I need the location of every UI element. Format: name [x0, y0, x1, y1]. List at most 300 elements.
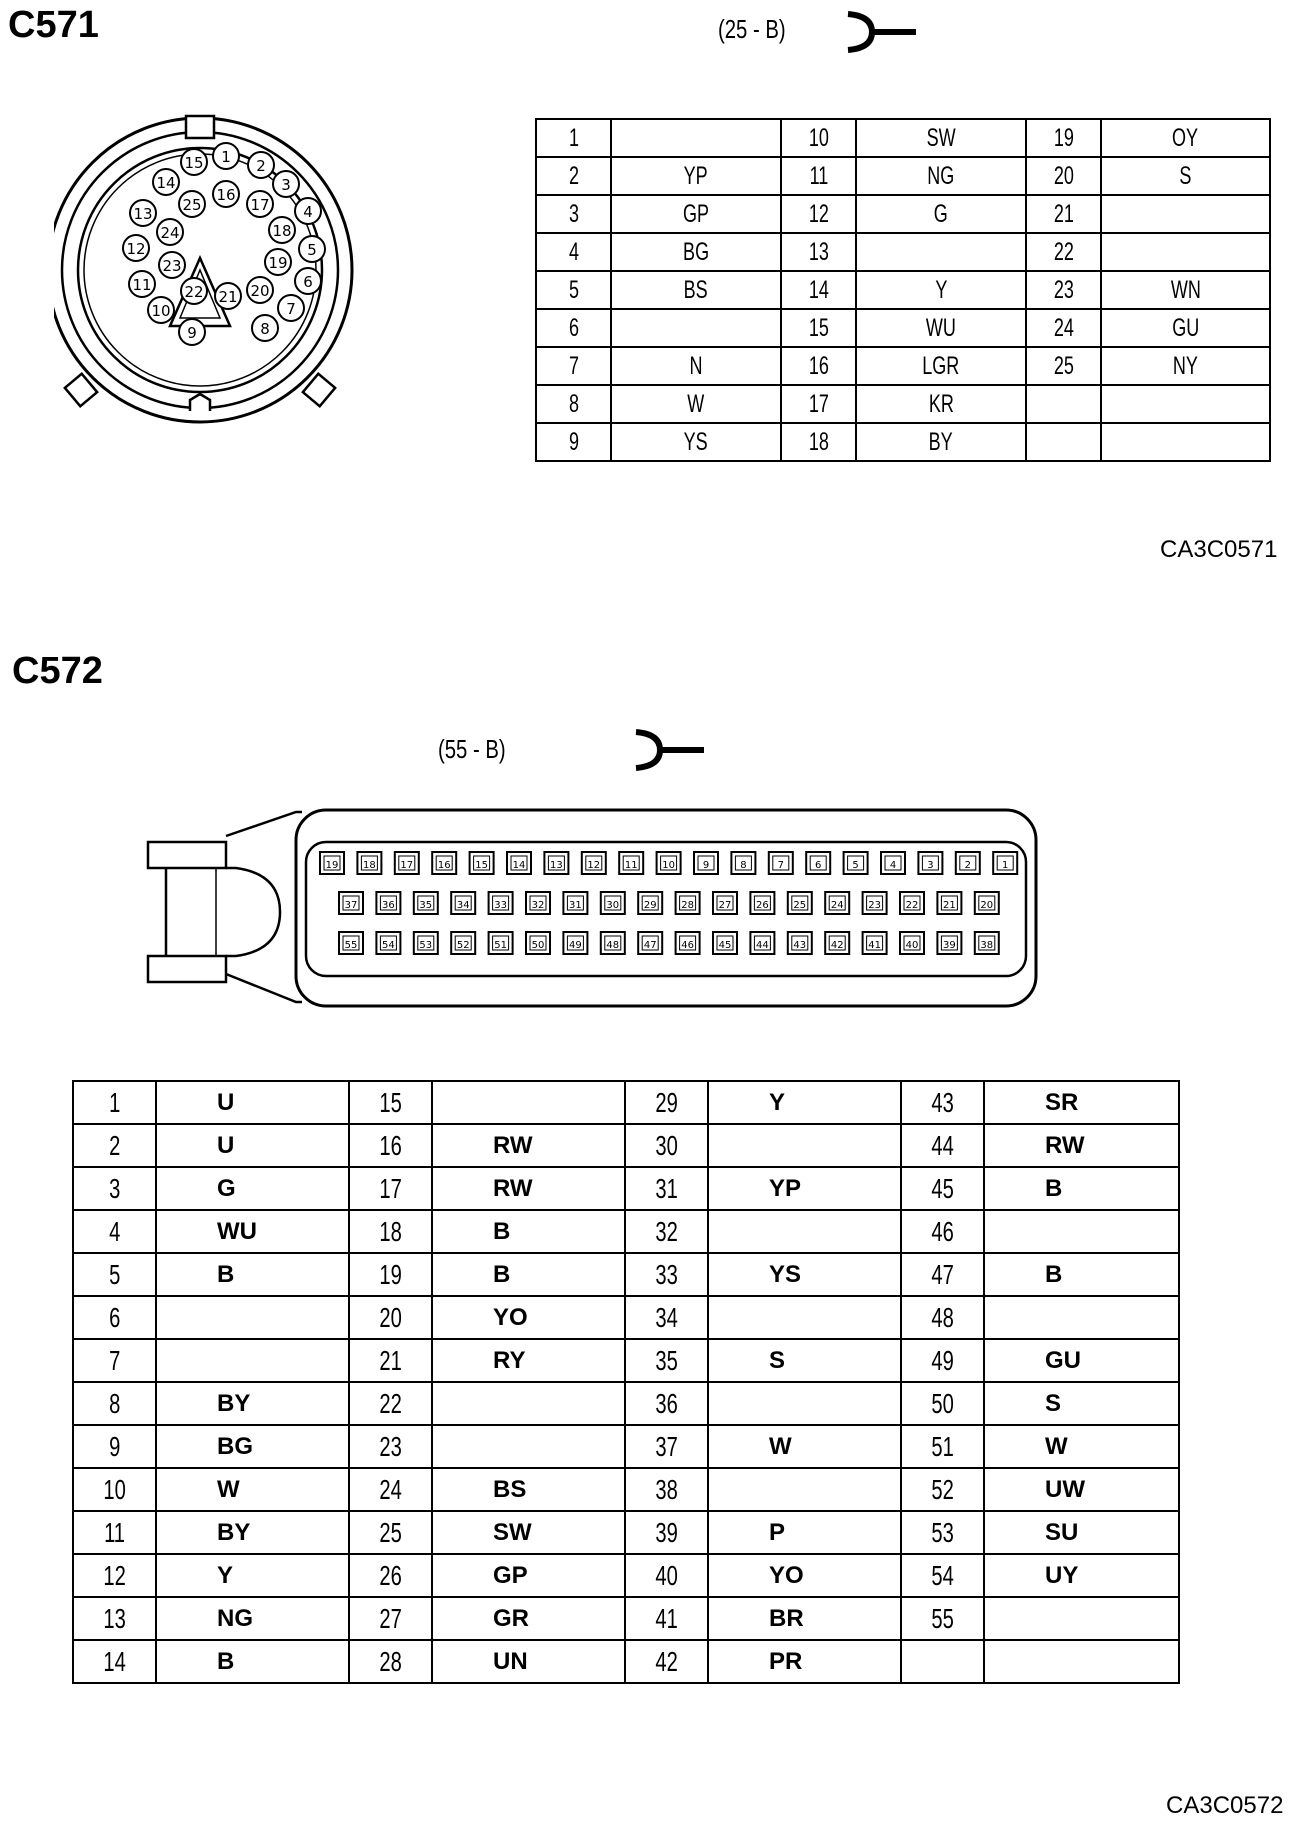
svg-text:24: 24	[160, 224, 180, 242]
c572-face-pin	[863, 932, 887, 954]
c572-face-pin	[357, 852, 381, 874]
c572-pin-number: 41	[625, 1597, 708, 1640]
c571-face-pin	[179, 191, 205, 217]
c572-pin-number: 8	[73, 1382, 156, 1425]
c572-wire-color: UY	[984, 1554, 1179, 1597]
c572-pin-number: 53	[901, 1511, 984, 1554]
c572-pin-number: 17	[349, 1167, 432, 1210]
c571-connector-symbol-icon	[840, 8, 920, 54]
svg-text:22: 22	[905, 900, 919, 911]
c571-pin-table	[535, 118, 1271, 462]
svg-text:15: 15	[475, 860, 488, 871]
svg-text:10: 10	[151, 302, 171, 320]
c571-wire-color: G	[856, 195, 1026, 233]
c572-face-pin	[676, 892, 700, 914]
c572-face-pin	[339, 932, 363, 954]
c571-face-pin	[157, 219, 183, 245]
svg-text:53: 53	[419, 940, 433, 951]
c572-face-pin	[975, 892, 999, 914]
c572-pin-number: 16	[349, 1124, 432, 1167]
svg-text:4: 4	[303, 203, 313, 221]
c572-pin-number: 46	[901, 1210, 984, 1253]
svg-text:32: 32	[531, 900, 545, 911]
svg-text:8: 8	[740, 860, 747, 871]
c571-face-pin	[159, 252, 185, 278]
c571-wire-color: WU	[856, 309, 1026, 347]
c571-face-pin	[123, 235, 149, 261]
c571-wire-color	[1101, 385, 1270, 423]
c572-wire-color: B	[432, 1210, 625, 1253]
c571-wire-color: N	[611, 347, 781, 385]
c572-table-row	[73, 1554, 1179, 1597]
svg-text:18: 18	[272, 222, 292, 240]
c572-wire-color: SU	[984, 1511, 1179, 1554]
c572-table-row	[73, 1167, 1179, 1210]
c571-face-pin	[278, 295, 304, 321]
c572-pin-number: 40	[625, 1554, 708, 1597]
c571-pin-number: 23	[1026, 271, 1101, 309]
c572-face-pin	[993, 852, 1017, 874]
c571-wire-color	[1101, 423, 1270, 461]
c572-wire-color: RW	[432, 1124, 625, 1167]
c571-pin-number: 7	[536, 347, 611, 385]
c572-wire-color: BR	[708, 1597, 901, 1640]
c571-figure-code: CA3C0571	[1160, 536, 1278, 563]
c572-face-pin	[432, 852, 456, 874]
svg-text:21: 21	[218, 288, 238, 306]
svg-text:16: 16	[437, 860, 451, 871]
c571-table-row	[536, 423, 1270, 461]
c571-table-row	[536, 309, 1270, 347]
c572-wire-color: BG	[156, 1425, 349, 1468]
c572-face-pin	[750, 892, 774, 914]
c572-wire-color: YO	[432, 1296, 625, 1339]
c572-pin-number: 22	[349, 1382, 432, 1425]
c572-wire-color: RW	[984, 1124, 1179, 1167]
svg-text:34: 34	[456, 900, 470, 911]
c572-wire-color: YP	[708, 1167, 901, 1210]
svg-text:35: 35	[419, 900, 433, 911]
c571-pin-number: 25	[1026, 347, 1101, 385]
c572-face-pin	[676, 932, 700, 954]
c572-face-pin	[825, 932, 849, 954]
svg-text:48: 48	[606, 940, 620, 951]
c572-pin-number: 49	[901, 1339, 984, 1382]
svg-text:41: 41	[868, 940, 881, 951]
c571-face-pin	[129, 271, 155, 297]
c571-face-pin	[252, 315, 278, 341]
c572-pin-number: 35	[625, 1339, 708, 1382]
c572-wire-color	[432, 1382, 625, 1425]
c572-face-pin	[563, 892, 587, 914]
svg-text:22: 22	[184, 283, 204, 301]
svg-text:2: 2	[964, 860, 971, 871]
c572-pin-number: 43	[901, 1081, 984, 1124]
c571-pin-number: 20	[1026, 157, 1101, 195]
c572-connector-ref: (55 - B)	[438, 734, 506, 764]
c572-wire-color: B	[432, 1253, 625, 1296]
svg-text:14: 14	[156, 174, 176, 192]
c571-table-row	[536, 119, 1270, 157]
svg-text:2: 2	[256, 157, 266, 175]
c571-wire-color: S	[1101, 157, 1270, 195]
c571-pin-number: 18	[781, 423, 856, 461]
svg-text:16: 16	[216, 186, 236, 204]
c572-face-pin	[526, 932, 550, 954]
c571-table-row	[536, 195, 1270, 233]
c571-title: C571	[8, 4, 99, 46]
svg-text:50: 50	[531, 940, 545, 951]
c571-pin-number: 13	[781, 233, 856, 271]
c572-face-pin	[788, 932, 812, 954]
c571-pin-number: 12	[781, 195, 856, 233]
svg-text:25: 25	[182, 196, 202, 214]
c572-table-row	[73, 1253, 1179, 1296]
c571-face-pin	[213, 181, 239, 207]
svg-text:39: 39	[943, 940, 956, 951]
c572-wire-color: B	[984, 1167, 1179, 1210]
svg-text:44: 44	[756, 940, 769, 951]
c571-pin-number: 3	[536, 195, 611, 233]
svg-text:45: 45	[718, 940, 732, 951]
c572-wire-color: YO	[708, 1554, 901, 1597]
c572-pin-number: 2	[73, 1124, 156, 1167]
c572-pin-number: 21	[349, 1339, 432, 1382]
c572-pin-number: 37	[625, 1425, 708, 1468]
c571-face-pin	[213, 143, 239, 169]
svg-text:7: 7	[777, 860, 784, 871]
svg-text:12: 12	[587, 860, 601, 871]
c571-face-pin	[181, 149, 207, 175]
svg-text:7: 7	[286, 300, 296, 318]
svg-text:47: 47	[643, 940, 657, 951]
c571-wire-color: NY	[1101, 347, 1270, 385]
c572-face-pin	[320, 852, 344, 874]
svg-text:36: 36	[382, 900, 395, 911]
c572-pin-number: 36	[625, 1382, 708, 1425]
c572-wire-color	[708, 1210, 901, 1253]
c572-face-pin	[863, 892, 887, 914]
c571-wire-color: W	[611, 385, 781, 423]
c572-pin-number: 48	[901, 1296, 984, 1339]
svg-text:3: 3	[281, 176, 291, 194]
c572-face-pin	[731, 852, 755, 874]
c572-face-pin	[900, 932, 924, 954]
c572-pin-number: 3	[73, 1167, 156, 1210]
svg-text:18: 18	[363, 860, 376, 871]
c572-wire-color	[984, 1597, 1179, 1640]
c572-pin-number: 24	[349, 1468, 432, 1511]
c571-wire-color: KR	[856, 385, 1026, 423]
c572-face-pin	[563, 932, 587, 954]
svg-text:9: 9	[187, 324, 197, 342]
c572-wire-color: RW	[432, 1167, 625, 1210]
c572-face-pin	[713, 892, 737, 914]
c572-pin-number: 10	[73, 1468, 156, 1511]
c572-wire-color: YS	[708, 1253, 901, 1296]
c572-wire-color: U	[156, 1124, 349, 1167]
c571-connector-ref: (25 - B)	[718, 14, 786, 44]
c572-pin-number: 45	[901, 1167, 984, 1210]
c572-face-pin	[918, 852, 942, 874]
c571-pin-number: 9	[536, 423, 611, 461]
c572-pin-number: 28	[349, 1640, 432, 1683]
c572-pin-number: 30	[625, 1124, 708, 1167]
svg-text:24: 24	[830, 900, 844, 911]
svg-text:8: 8	[260, 320, 270, 338]
c572-wire-color	[708, 1382, 901, 1425]
c571-pin-number: 8	[536, 385, 611, 423]
svg-text:17: 17	[250, 196, 270, 214]
c571-wire-color: GU	[1101, 309, 1270, 347]
c572-face-pin	[750, 932, 774, 954]
svg-text:6: 6	[303, 273, 313, 291]
c571-pin-number: 19	[1026, 119, 1101, 157]
c571-table-row	[536, 271, 1270, 309]
c572-face-pin	[339, 892, 363, 914]
c572-wire-color: B	[156, 1253, 349, 1296]
c572-wire-color: G	[156, 1167, 349, 1210]
c572-pin-number: 54	[901, 1554, 984, 1597]
c572-wire-color	[708, 1468, 901, 1511]
c572-face-pin	[470, 852, 494, 874]
c571-table-row	[536, 385, 1270, 423]
c572-wire-color: Y	[156, 1554, 349, 1597]
c572-face-pin	[544, 852, 568, 874]
c572-table-row	[73, 1081, 1179, 1124]
c572-wire-color	[984, 1640, 1179, 1683]
c572-pin-number: 44	[901, 1124, 984, 1167]
c571-face-pin	[248, 152, 274, 178]
c571-face-pin	[247, 277, 273, 303]
svg-text:15: 15	[184, 154, 204, 172]
svg-text:54: 54	[382, 940, 395, 951]
c572-wire-color: GU	[984, 1339, 1179, 1382]
c572-wire-color: U	[156, 1081, 349, 1124]
svg-text:55: 55	[344, 940, 358, 951]
c572-face-pin	[582, 852, 606, 874]
svg-text:46: 46	[681, 940, 694, 951]
svg-text:4: 4	[889, 860, 897, 871]
c572-wire-color: BY	[156, 1511, 349, 1554]
svg-text:23: 23	[868, 900, 881, 911]
svg-text:49: 49	[569, 940, 582, 951]
svg-text:37: 37	[344, 900, 358, 911]
c572-pin-number: 6	[73, 1296, 156, 1339]
c572-wire-color: GR	[432, 1597, 625, 1640]
c572-wire-color: Y	[708, 1081, 901, 1124]
c571-wire-color	[856, 233, 1026, 271]
c571-pin-number: 14	[781, 271, 856, 309]
c571-face-pin	[295, 268, 321, 294]
svg-text:29: 29	[643, 900, 657, 911]
c572-face-pin	[489, 932, 513, 954]
svg-text:28: 28	[681, 900, 694, 911]
svg-text:20: 20	[250, 282, 270, 300]
svg-text:19: 19	[325, 860, 339, 871]
c572-table-row	[73, 1339, 1179, 1382]
c572-connector-face	[146, 806, 1046, 1012]
c572-wire-color: BS	[432, 1468, 625, 1511]
c572-wire-color	[708, 1296, 901, 1339]
c572-wire-color: BY	[156, 1382, 349, 1425]
c571-pin-number: 15	[781, 309, 856, 347]
c572-face-pin	[694, 852, 718, 874]
c572-face-pin	[451, 932, 475, 954]
c571-face-pin	[153, 169, 179, 195]
c571-pin-number: 6	[536, 309, 611, 347]
c572-wire-color: P	[708, 1511, 901, 1554]
c572-wire-color: SW	[432, 1511, 625, 1554]
c572-wire-color: B	[984, 1253, 1179, 1296]
c572-pin-number: 23	[349, 1425, 432, 1468]
c572-wire-color: W	[156, 1468, 349, 1511]
c571-face-pin	[273, 171, 299, 197]
svg-text:27: 27	[718, 900, 732, 911]
c572-face-pin	[806, 852, 830, 874]
c572-face-pin	[956, 852, 980, 874]
c572-wire-color	[432, 1425, 625, 1468]
c572-wire-color	[432, 1081, 625, 1124]
c572-face-pin	[657, 852, 681, 874]
c572-pin-number: 47	[901, 1253, 984, 1296]
svg-text:11: 11	[132, 276, 152, 294]
c571-wire-color: Y	[856, 271, 1026, 309]
svg-text:33: 33	[494, 900, 507, 911]
c572-face-pin	[376, 932, 400, 954]
c571-pin-number: 5	[536, 271, 611, 309]
c572-pin-number: 27	[349, 1597, 432, 1640]
svg-text:13: 13	[550, 860, 563, 871]
svg-text:5: 5	[852, 860, 859, 871]
c572-pin-number: 9	[73, 1425, 156, 1468]
c572-wire-color: S	[984, 1382, 1179, 1425]
c572-title: C572	[12, 650, 103, 692]
c572-pin-number: 25	[349, 1511, 432, 1554]
c571-wire-color: BY	[856, 423, 1026, 461]
c572-table-row	[73, 1597, 1179, 1640]
c572-face-pin	[881, 852, 905, 874]
c572-pin-number: 7	[73, 1339, 156, 1382]
c571-wire-color: YS	[611, 423, 781, 461]
svg-text:9: 9	[702, 860, 710, 871]
c572-wire-color	[156, 1339, 349, 1382]
c572-table-row	[73, 1124, 1179, 1167]
c572-table-row	[73, 1511, 1179, 1554]
c572-face-pin	[825, 892, 849, 914]
c571-wire-color: SW	[856, 119, 1026, 157]
svg-text:23: 23	[162, 257, 182, 275]
c572-face-pin	[507, 852, 531, 874]
svg-text:30: 30	[606, 900, 620, 911]
c572-wire-color: GP	[432, 1554, 625, 1597]
c572-face-pin	[376, 892, 400, 914]
c572-pin-number: 52	[901, 1468, 984, 1511]
c572-wire-color: PR	[708, 1640, 901, 1683]
c571-wire-color: BG	[611, 233, 781, 271]
c571-wire-color	[611, 309, 781, 347]
c572-table-row	[73, 1640, 1179, 1683]
c572-table-row	[73, 1210, 1179, 1253]
c572-pin-number: 4	[73, 1210, 156, 1253]
c571-face-pin	[148, 297, 174, 323]
c571-pin-number: 22	[1026, 233, 1101, 271]
c571-table-row	[536, 233, 1270, 271]
svg-text:1: 1	[1002, 860, 1009, 871]
svg-text:14: 14	[512, 860, 526, 871]
svg-text:51: 51	[494, 940, 507, 951]
c572-face-pin	[526, 892, 550, 914]
c571-wire-color: OY	[1101, 119, 1270, 157]
c571-face-pin	[179, 319, 205, 345]
c572-figure-code: CA3C0572	[1166, 1792, 1284, 1819]
c571-face-pin	[265, 249, 291, 275]
c572-pin-number: 32	[625, 1210, 708, 1253]
c572-pin-number: 42	[625, 1640, 708, 1683]
c572-pin-number: 14	[73, 1640, 156, 1683]
c572-pin-table	[72, 1080, 1180, 1684]
c572-face-pin	[619, 852, 643, 874]
svg-text:12: 12	[126, 240, 146, 258]
svg-text:31: 31	[569, 900, 582, 911]
c572-pin-number: 26	[349, 1554, 432, 1597]
c571-face-pin	[299, 236, 325, 262]
c572-pin-number: 11	[73, 1511, 156, 1554]
c572-face-pin	[937, 932, 961, 954]
c572-pin-number: 51	[901, 1425, 984, 1468]
svg-text:6: 6	[815, 860, 822, 871]
c572-face-pin	[937, 892, 961, 914]
c571-table-row	[536, 347, 1270, 385]
c572-wire-color	[984, 1210, 1179, 1253]
c572-wire-color: UW	[984, 1468, 1179, 1511]
c572-pin-number: 38	[625, 1468, 708, 1511]
c572-pin-number: 1	[73, 1081, 156, 1124]
c572-face-pin	[601, 932, 625, 954]
c572-pin-number: 50	[901, 1382, 984, 1425]
svg-text:21: 21	[943, 900, 956, 911]
c572-pin-number	[901, 1640, 984, 1683]
svg-text:19: 19	[268, 254, 288, 272]
c572-pin-number: 39	[625, 1511, 708, 1554]
c572-face-pin	[638, 932, 662, 954]
c572-face-pin	[451, 892, 475, 914]
c571-face-pin	[181, 278, 207, 304]
c571-wire-color	[1101, 195, 1270, 233]
c572-wire-color: SR	[984, 1081, 1179, 1124]
c572-pin-number: 5	[73, 1253, 156, 1296]
svg-text:3: 3	[927, 860, 934, 871]
c571-pin-number: 21	[1026, 195, 1101, 233]
c572-pin-number: 31	[625, 1167, 708, 1210]
c571-pin-number: 2	[536, 157, 611, 195]
c572-face-pin	[414, 892, 438, 914]
c571-connector-face	[54, 108, 374, 468]
svg-text:20: 20	[980, 900, 994, 911]
c572-pin-number: 13	[73, 1597, 156, 1640]
c572-pin-number: 34	[625, 1296, 708, 1339]
c572-connector-symbol-icon	[628, 726, 708, 772]
c572-face-pin	[844, 852, 868, 874]
svg-text:26: 26	[756, 900, 769, 911]
c572-pin-number: 19	[349, 1253, 432, 1296]
c572-pin-number: 55	[901, 1597, 984, 1640]
c572-wire-color: RY	[432, 1339, 625, 1382]
c571-pin-number: 11	[781, 157, 856, 195]
c571-wire-color: WN	[1101, 271, 1270, 309]
c572-wire-color: WU	[156, 1210, 349, 1253]
c572-wire-color: W	[708, 1425, 901, 1468]
